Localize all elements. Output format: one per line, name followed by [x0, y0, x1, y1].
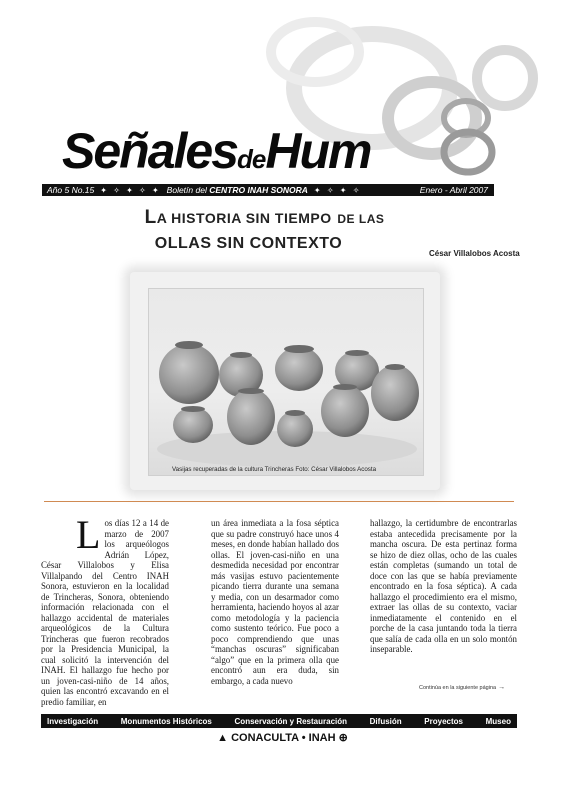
bulletin-label: Boletín del CENTRO INAH SONORA — [166, 185, 308, 195]
publication-logo: SeñalesdeHum — [62, 123, 371, 179]
footer-section-museum: Museo — [485, 716, 511, 726]
footer-section-monuments: Monumentos Históricos — [120, 716, 212, 726]
continue-note: Continúa en la siguiente página → — [419, 684, 506, 691]
footer-section-conservation: Conservación y Restauración — [234, 716, 348, 726]
masthead — [0, 0, 565, 200]
article-column-2: un área inmediata a la fosa séptica que su padre construyó hace unos 4 meses, en donde habían hallado dos ollas. El joven-casi-niño en una desmedida necesidad por encontrar más vasijas estuvo pacientemente picando tierra durante una semana y media, con un desarmador como herramienta, haciendo hoyos al azar como metodología y la paciencia como sustento teórico. Fue poco a poco comprendiendo que unas “manchas oscuras” significaban “algo” que en la primera olla que encontró aun era duda, sin embargo, a cada nuevo — [211, 518, 339, 686]
article-column-1: Los días 12 a 14 de marzo de 2007 los arqueólogos Adrián López, César Villalobos y Elisa Villalpando del Centro INAH Sonora, estuvieron en la localidad de Trincheras, Sonora, obteniendo información relacionada con el hallazgo accidental de materiales arqueológicos de la Cultura Trincheras que fueron recobrados por la Presidencia Municipal, la cual solicitó la intervención del INAH. El hallazgo fue hecho por un joven-casi-niño de 14 años, quien las encontró excavando en el predio familiar, en — [41, 512, 169, 707]
article-title-line1: LA HISTORIA SIN TIEMPO DE LAS — [144, 207, 385, 228]
footer-section-outreach: Difusión — [369, 716, 402, 726]
pottery-vessels-image — [149, 289, 425, 477]
issue-number: Año 5 No.15 — [47, 185, 95, 195]
pottery-photo — [148, 288, 424, 476]
drop-cap: L — [76, 512, 101, 557]
conaculta-inah-logo: ▲ CONACULTA • INAH ⊕ — [217, 732, 348, 744]
article-author: César Villalobos Acosta — [429, 249, 520, 258]
article-column-3: hallazgo, la certidumbre de encontrarlas estaba antecedida precisamente por la mancha oscura. De esta pertinaz forma se hizo de diez ollas, ocho de las cuales están completas (sumando un total de doce con las que se había previamente encontrado en la fosa séptica). A cada hallazgo el procedimiento era el mismo, extraer las ollas de su contexto, vaciar inmediatamente el contenido en el porche de la casa juntando toda la tierra que salía de cada olla en un solo montón inseparable. — [370, 518, 517, 654]
section-divider — [44, 501, 514, 502]
arrow-right-icon: → — [498, 684, 506, 691]
petroglyph-icons-right: ✦ ✧ ✦ ✧ — [313, 185, 362, 195]
footer-section-projects: Proyectos — [424, 716, 463, 726]
article-title-line2: OLLAS SIN CONTEXTO — [154, 235, 343, 252]
petroglyph-icons: ✦ ✧ ✦ ✧ ✦ — [100, 185, 161, 195]
issue-strip — [42, 184, 494, 196]
photo-caption: Vasijas recuperadas de la cultura Trincheras Foto: César Villalobos Acosta — [172, 466, 377, 473]
footer-sections-bar — [41, 714, 517, 728]
inah-emblem-icon: ⊕ — [338, 732, 348, 744]
footer-section-research: Investigación — [47, 716, 99, 726]
conaculta-emblem-icon: ▲ — [217, 732, 229, 744]
issue-date: Enero - Abril 2007 — [419, 185, 488, 195]
